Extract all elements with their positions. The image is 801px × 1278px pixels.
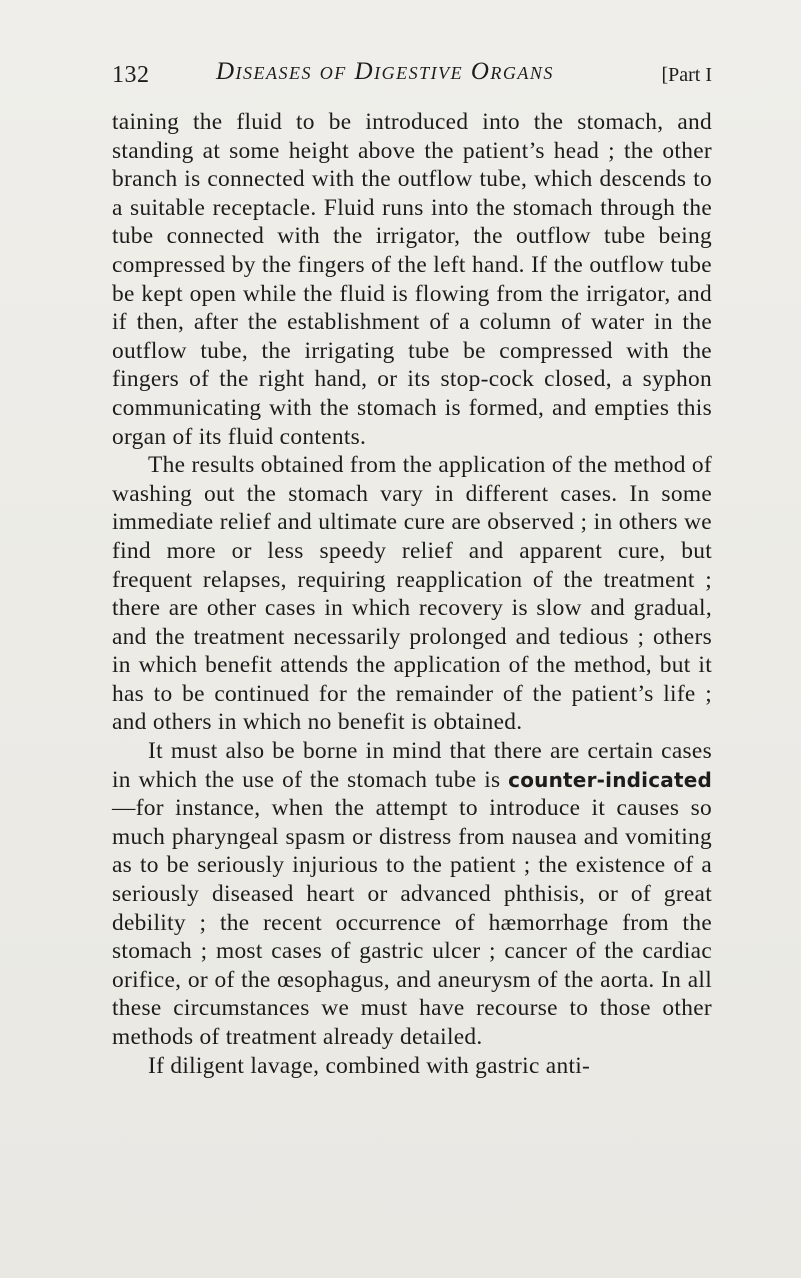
paragraph-contraindications — [112, 737, 712, 1052]
part-label: [Part I — [661, 64, 712, 86]
paragraph-results: The results obtained from the application of the method of washing out the stomach vary in different cases. In some immediate relief and ultimate cure are observed ; in others we find more or less speedy relief and apparent cure, but frequent relapses, requiring reapplication of the treatment ; there are other cases in which recovery is slow and gradual, and the treatment necessarily prolonged and tedious ; others in which benefit attends the application of the method, but it has to be continued for the remainder of the patient’s life ; and others in which no benefit is obtained. — [112, 452, 712, 736]
paragraph-text-after: —for instance, when the attempt to introduce it causes so much pharyngeal spasm or distress from nausea and vomiting as to be seriously injurious to the patient ; the existence of a seriously diseased heart or advanced phthisis, or of great debility ; the recent occurrence of hæmorrhage from the stomach ; most cases of gastric ulcer ; cancer of the cardiac orifice, or of the œsophagus, and aneurysm of the aorta. In all these circumstances we must have recourse to those other methods of treatment already detailed. — [112, 795, 712, 1050]
running-title: Diseases of Digestive Organs — [216, 58, 554, 85]
bold-term: counter-indicated — [508, 767, 712, 792]
paragraph-lavage: If diligent lavage, combined with gastric anti- — [148, 1052, 591, 1079]
running-header — [112, 58, 712, 98]
body-text — [112, 108, 712, 1080]
paragraph-continuation: taining the fluid to be introduced into the stomach, and standing at some height above the patient’s head ; the other branch is connected with the outflow tube, which descends to a suitable receptacle. Fluid runs into the stomach through the tube connected with the irrigator, the outflow tube being compressed by the fingers of the left hand. If the outflow tube be kept open while the fluid is flowing from the irrigator, and if then, after the establishment of a column of water in the outflow tube, the irrigating tube be compressed with the fingers of the right hand, or its stop-cock closed, a syphon communicating with the stomach is formed, and empties this organ of its fluid contents. — [112, 109, 712, 450]
page-number: 132 — [112, 62, 150, 88]
paragraph-text-before: It must also be borne in mind that there are certain cases in which the use of the stomach tube is — [112, 738, 712, 793]
